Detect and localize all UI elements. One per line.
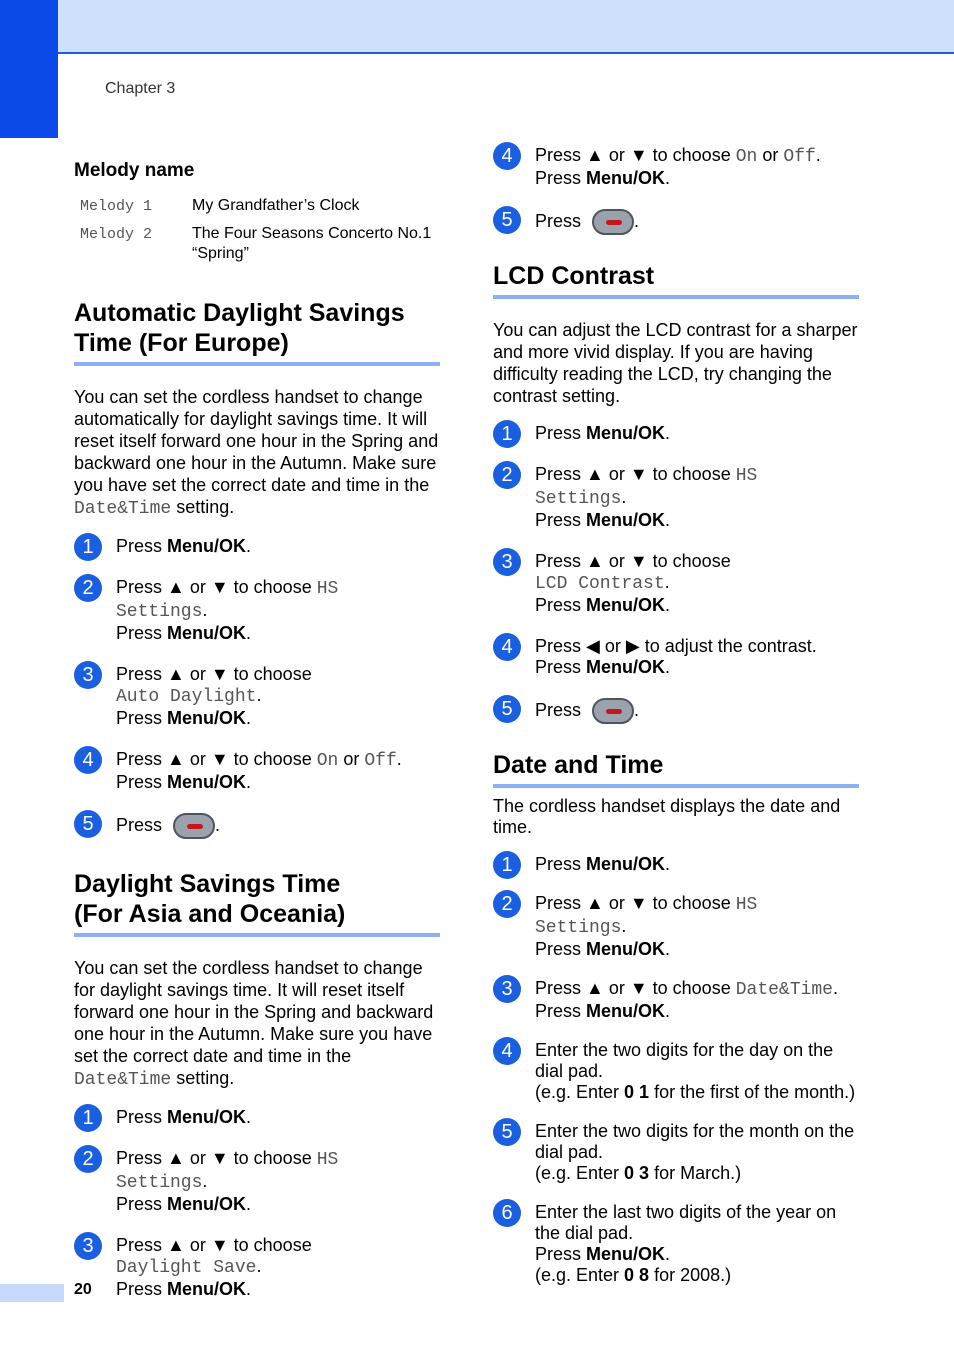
chapter-label: Chapter 3 xyxy=(105,80,176,97)
step-text: Press ▲ or ▼ to choose xyxy=(116,1235,312,1255)
end-call-key-icon xyxy=(592,698,634,724)
datetime-step-5 xyxy=(493,1121,859,1184)
step-text: . xyxy=(665,168,671,188)
step-text: . xyxy=(215,814,221,835)
step-text: . xyxy=(621,916,627,936)
step-text: Press ▲ or ▼ to choose xyxy=(535,978,736,998)
step-text: Press ▲ or ▼ to choose xyxy=(116,577,317,597)
menu-ok-key: Menu/OK xyxy=(586,939,666,959)
header-bar xyxy=(0,0,954,54)
step-text: Press xyxy=(535,168,587,188)
melody-heading: Melody name xyxy=(74,160,195,181)
lcd-option: Off xyxy=(783,147,816,167)
step-number-icon: 4 xyxy=(493,633,521,661)
step-text: . xyxy=(634,699,640,720)
melody-value: My Grandfather’s Clock xyxy=(192,197,360,214)
step-text: . xyxy=(664,572,670,592)
step-text: Press xyxy=(116,623,168,643)
datetime-step-6 xyxy=(493,1202,859,1286)
step-number-icon: 2 xyxy=(493,461,521,489)
step-text: Press xyxy=(116,814,163,835)
left-column xyxy=(74,160,440,1320)
step-number-icon: 3 xyxy=(74,1232,102,1260)
step-text: . xyxy=(246,1194,252,1214)
lcd-paragraph: You can adjust the LCD contrast for a sharper and more vivid display. If you are having difficulty reading the LCD, try changing the contrast setting. xyxy=(493,320,858,406)
europe-paragraph-text: You can set the cordless handset to change automatically for daylight savings time. It will reset itself forward one hour in the Spring and backward one hour in the Autumn. Make sure you have set the correct date and time in the xyxy=(74,387,439,495)
step-text: Press xyxy=(535,1001,587,1021)
step-text: Press ▲ or ▼ to choose xyxy=(535,893,736,913)
lcd-step-2 xyxy=(493,464,859,531)
europe-paragraph xyxy=(74,386,440,520)
step-text: or xyxy=(757,145,784,165)
lcd-step-5 xyxy=(493,698,859,724)
step-number-icon: 1 xyxy=(74,1104,102,1132)
step-text: Press xyxy=(535,657,587,677)
melody-key: Melody 2 xyxy=(80,226,153,243)
menu-ok-key: Menu/OK xyxy=(167,1194,247,1214)
step-text: . xyxy=(665,423,671,443)
step-number-icon: 5 xyxy=(493,206,521,234)
step-number-icon: 2 xyxy=(74,574,102,602)
step-text: Press xyxy=(535,595,587,615)
step-text: . xyxy=(246,1279,252,1299)
step-text: or xyxy=(338,749,365,769)
melody-row xyxy=(74,224,440,264)
europe-step-1 xyxy=(74,536,440,557)
lcd-option: On xyxy=(735,147,758,167)
step-text: . xyxy=(246,623,252,643)
europe-step-2 xyxy=(74,577,440,644)
step-text: . xyxy=(256,1256,262,1276)
menu-ok-key: Menu/OK xyxy=(586,1244,666,1264)
menu-ok-key: Menu/OK xyxy=(167,772,247,792)
europe-step-3 xyxy=(74,664,440,729)
step-number-icon: 6 xyxy=(493,1199,521,1227)
step-text: Enter the two digits for the day on the dial pad. xyxy=(535,1040,834,1081)
step-number-icon: 5 xyxy=(493,1118,521,1146)
step-text: Press ▲ or ▼ to choose xyxy=(535,551,731,571)
step-text: Press ◀ or ▶ to adjust the contrast. xyxy=(535,636,817,656)
step-text: . xyxy=(665,939,671,959)
lcd-option: HS Settings xyxy=(535,466,758,509)
lcd-step-1 xyxy=(493,423,859,444)
menu-ok-key: Menu/OK xyxy=(167,1279,247,1299)
datetime-step-2 xyxy=(493,893,859,960)
step-number-icon: 5 xyxy=(493,695,521,723)
step-text: . xyxy=(665,1001,671,1021)
menu-ok-key: Menu/OK xyxy=(586,657,666,677)
menu-ok-key: Menu/OK xyxy=(586,1001,666,1021)
europe-step-4 xyxy=(74,749,440,793)
asia-step-1 xyxy=(74,1107,440,1128)
asia-paragraph-end: setting. xyxy=(171,1068,235,1088)
step-text: . xyxy=(246,708,252,728)
step-text: . xyxy=(246,1107,252,1127)
step-number-icon: 2 xyxy=(74,1145,102,1173)
step-text: Press xyxy=(116,708,168,728)
asia-paragraph-text: You can set the cordless handset to change for daylight savings time. It will reset itself forward one hour in the Spring and backward one hour in the Autumn. Make sure you have set the correct date and time in the xyxy=(74,958,434,1066)
asia-paragraph xyxy=(74,957,440,1091)
step-text: Press ▲ or ▼ to choose xyxy=(116,749,317,769)
lcd-heading: LCD Contrast xyxy=(493,261,859,299)
step-text: for 2008.) xyxy=(649,1265,732,1285)
step-text: Press ▲ or ▼ to choose xyxy=(116,664,312,684)
step-text: Press xyxy=(535,510,587,530)
step-text: . xyxy=(665,595,671,615)
datetime-paragraph: The cordless handset displays the date and time. xyxy=(493,796,841,837)
step-text: Press xyxy=(116,1107,168,1127)
step-text: . xyxy=(256,685,262,705)
europe-heading xyxy=(74,298,440,366)
lcd-option: HS Settings xyxy=(535,895,758,938)
lcd-option: HS Settings xyxy=(116,579,339,622)
step-text: Press xyxy=(535,210,582,231)
step-text: Press xyxy=(535,854,587,874)
step-text: Press xyxy=(116,1194,168,1214)
step-text: . xyxy=(202,1171,208,1191)
step-number-icon: 3 xyxy=(493,975,521,1003)
step-number-icon: 3 xyxy=(493,548,521,576)
europe-paragraph-code: Date&Time xyxy=(74,499,172,519)
menu-ok-key: Menu/OK xyxy=(167,536,247,556)
lcd-step-3 xyxy=(493,551,859,616)
europe-paragraph-end: setting. xyxy=(171,497,235,517)
right-column xyxy=(493,145,859,1306)
asia-heading xyxy=(74,869,440,937)
melody-value: The Four Seasons Concerto No.1 “Spring” xyxy=(192,225,432,262)
menu-ok-key: Menu/OK xyxy=(586,510,666,530)
asia-step-2 xyxy=(74,1148,440,1215)
step-text: . xyxy=(815,145,821,165)
step-text: for March.) xyxy=(649,1163,742,1183)
step-text: . xyxy=(665,1244,671,1264)
asia-heading-line1: Daylight Savings Time xyxy=(74,870,341,898)
step-text: . xyxy=(396,749,402,769)
step-text: Press ▲ or ▼ to choose xyxy=(535,464,736,484)
step-text: Press xyxy=(116,1279,168,1299)
end-call-key-icon xyxy=(592,209,634,235)
step-number-icon: 1 xyxy=(493,420,521,448)
step-text: . xyxy=(832,978,838,998)
end-call-key-icon xyxy=(173,813,215,839)
step-text: Press xyxy=(116,772,168,792)
asia-heading-line2: (For Asia and Oceania) xyxy=(74,900,346,928)
step-text: (e.g. Enter xyxy=(535,1082,625,1102)
step-text: (e.g. Enter xyxy=(535,1163,625,1183)
step-text: Press xyxy=(535,699,582,720)
digit-keys: 0 8 xyxy=(624,1265,650,1285)
lcd-option: HS Settings xyxy=(116,1150,339,1193)
asia-step-5 xyxy=(493,209,859,235)
digit-keys: 0 1 xyxy=(624,1082,650,1102)
lcd-option: Off xyxy=(364,751,397,771)
lcd-step-4 xyxy=(493,636,859,678)
step-text: . xyxy=(665,657,671,677)
menu-ok-key: Menu/OK xyxy=(586,168,666,188)
step-text: Press xyxy=(535,939,587,959)
menu-ok-key: Menu/OK xyxy=(167,708,247,728)
lcd-option: Auto Daylight xyxy=(116,687,257,707)
asia-paragraph-code: Date&Time xyxy=(74,1070,172,1090)
europe-heading-line1: Automatic Daylight Savings xyxy=(74,299,405,327)
step-number-icon: 1 xyxy=(74,533,102,561)
melody-row xyxy=(74,196,440,216)
datetime-heading: Date and Time xyxy=(493,750,859,788)
menu-ok-key: Menu/OK xyxy=(586,854,666,874)
datetime-step-4 xyxy=(493,1040,859,1103)
menu-ok-key: Menu/OK xyxy=(167,1107,247,1127)
step-number-icon: 3 xyxy=(74,661,102,689)
step-text: . xyxy=(634,210,640,231)
step-number-icon: 4 xyxy=(493,1037,521,1065)
step-text: . xyxy=(246,772,252,792)
step-text: for the first of the month.) xyxy=(649,1082,856,1102)
step-number-icon: 2 xyxy=(493,890,521,918)
step-text: Enter the last two digits of the year on the dial pad. xyxy=(535,1202,837,1243)
menu-ok-key: Menu/OK xyxy=(586,595,666,615)
datetime-step-1 xyxy=(493,854,859,875)
footer-bar xyxy=(0,1284,64,1302)
step-text: . xyxy=(665,854,671,874)
lcd-option: LCD Contrast xyxy=(535,574,665,594)
step-number-icon: 1 xyxy=(493,851,521,879)
europe-heading-line2: Time (For Europe) xyxy=(74,329,289,357)
lcd-option: Date&Time xyxy=(735,980,833,1000)
digit-keys: 0 3 xyxy=(624,1163,650,1183)
melody-table xyxy=(74,196,440,264)
datetime-step-3 xyxy=(493,978,859,1022)
step-number-icon: 5 xyxy=(74,810,102,838)
step-text: . xyxy=(665,510,671,530)
chapter-tab xyxy=(0,0,58,138)
step-text: . xyxy=(621,487,627,507)
step-text: Press xyxy=(535,1244,587,1264)
step-text: Press ▲ or ▼ to choose xyxy=(116,1148,317,1168)
lcd-option: On xyxy=(316,751,339,771)
step-number-icon: 4 xyxy=(74,746,102,774)
step-text: . xyxy=(202,600,208,620)
step-text: Press xyxy=(116,536,168,556)
menu-ok-key: Menu/OK xyxy=(586,423,666,443)
asia-step-4 xyxy=(493,145,859,189)
step-text: Enter the two digits for the month on the dial pad. xyxy=(535,1121,855,1162)
step-text: Press xyxy=(535,423,587,443)
page-number: 20 xyxy=(74,1281,92,1298)
lcd-option: Daylight Save xyxy=(116,1258,257,1278)
melody-key: Melody 1 xyxy=(80,198,153,215)
step-text: Press ▲ or ▼ to choose xyxy=(535,145,736,165)
step-number-icon: 4 xyxy=(493,142,521,170)
europe-step-5 xyxy=(74,813,440,839)
step-text: (e.g. Enter xyxy=(535,1265,625,1285)
step-text: . xyxy=(246,536,252,556)
asia-step-3 xyxy=(74,1235,440,1300)
menu-ok-key: Menu/OK xyxy=(167,623,247,643)
